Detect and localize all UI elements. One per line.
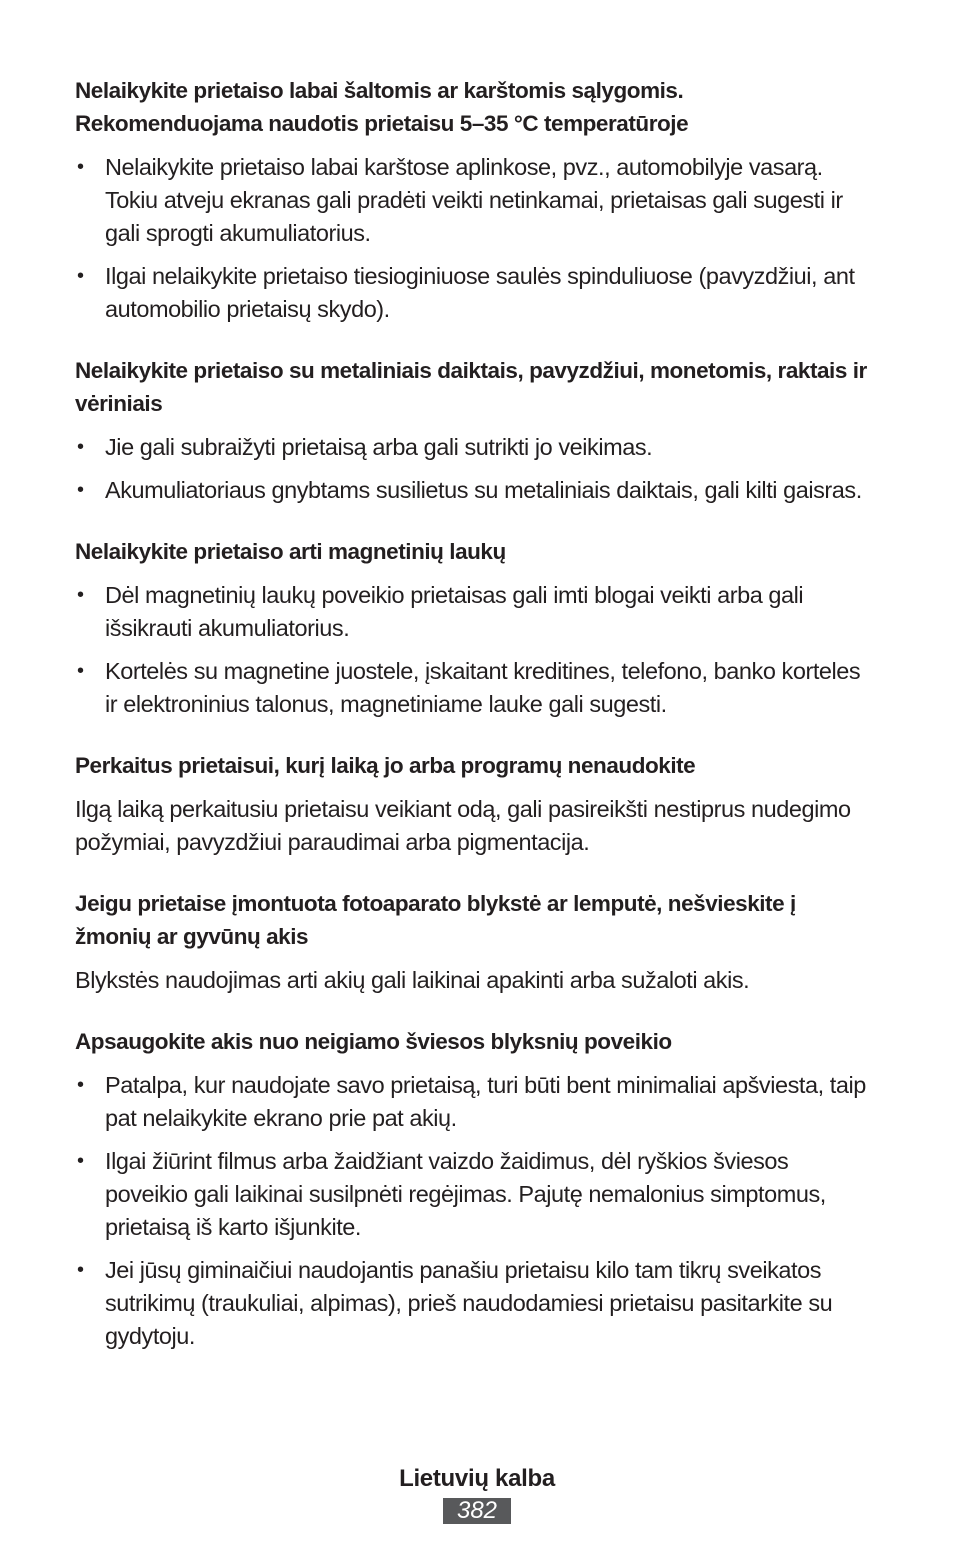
bullet-icon: •: [77, 265, 84, 287]
section-heading: Jeigu prietaise įmontuota fotoaparato blykstė ar lemputė, nešvieskite į žmonių ar gyvūnų akis: [75, 891, 796, 949]
section-heading: Nelaikykite prietaiso su metaliniais daiktais, pavyzdžiui, monetomis, raktais ir vėriniais: [75, 358, 867, 416]
list-item: [75, 151, 875, 250]
section-flash: [75, 887, 875, 997]
bullet-icon: •: [77, 584, 84, 606]
bullet-list: [75, 1069, 875, 1353]
bullet-icon: •: [77, 1150, 84, 1172]
bullet-icon: •: [77, 436, 84, 458]
bullet-icon: •: [77, 479, 84, 501]
section-heading: Nelaikykite prietaiso labai šaltomis ar karštomis sąlygomis. Rekomenduojama naudotis prietaisu 5–35 °C temperatūroje: [75, 78, 689, 136]
bullet-list: [75, 579, 875, 721]
section-paragraph: Blykstės naudojimas arti akių gali laikinai apakinti arba sužaloti akis.: [75, 967, 750, 993]
list-item: [75, 260, 875, 326]
list-item-text: Ilgai nelaikykite prietaiso tiesioginiuose saulės spinduliuose (pavyzdžiui, ant automobilio prietaisų skydo).: [105, 263, 855, 322]
list-item-text: Ilgai žiūrint filmus arba žaidžiant vaizdo žaidimus, dėl ryškios šviesos poveikio gali laikinai susilpnėti regėjimas. Pajutę nemalonius simptomus, prietaisą iš karto išjunkite.: [105, 1148, 826, 1240]
document-body: [75, 74, 875, 1381]
section-metal-objects: [75, 354, 875, 507]
bullet-list: [75, 151, 875, 326]
list-item: [75, 1145, 875, 1244]
page-number: 382: [443, 1498, 511, 1524]
list-item-text: Dėl magnetinių laukų poveikio prietaisas gali imti blogai veikti arba gali išsikrauti akumuliatorius.: [105, 582, 804, 641]
list-item-text: Jei jūsų giminaičiui naudojantis panašiu prietaisu kilo tam tikrų sveikatos sutrikimų (traukuliai, alpimas), prieš naudodamiesi prietaisu pasitarkite su gydytoju.: [105, 1257, 833, 1349]
page-footer: [0, 1462, 954, 1524]
list-item: [75, 1069, 875, 1135]
list-item: [75, 655, 875, 721]
footer-language: Lietuvių kalba: [399, 1465, 555, 1492]
section-heading: Apsaugokite akis nuo neigiamo šviesos blyksnių poveikio: [75, 1029, 672, 1054]
section-temperature: [75, 74, 875, 326]
section-magnetic-fields: [75, 535, 875, 721]
bullet-list: [75, 431, 875, 507]
section-heading: Perkaitus prietaisui, kurį laiką jo arba programų nenaudokite: [75, 753, 696, 778]
bullet-icon: •: [77, 660, 84, 682]
bullet-icon: •: [77, 1259, 84, 1281]
section-heading: Nelaikykite prietaiso arti magnetinių laukų: [75, 539, 506, 564]
list-item-text: Nelaikykite prietaiso labai karštose aplinkose, pvz., automobilyje vasarą. Tokiu atveju ekranas gali pradėti veikti netinkamai, prietaisas gali sugesti ir gali sprogti akumuliatorius.: [105, 154, 843, 246]
list-item-text: Patalpa, kur naudojate savo prietaisą, turi būti bent minimaliai apšviesta, taip pat nelaikykite ekrano prie pat akių.: [105, 1072, 866, 1131]
bullet-icon: •: [77, 1074, 84, 1096]
list-item: [75, 579, 875, 645]
list-item-text: Kortelės su magnetine juostele, įskaitant kreditines, telefono, banko korteles ir elektroninius talonus, magnetiniame lauke gali sugesti.: [105, 658, 861, 717]
list-item: [75, 474, 875, 507]
list-item: [75, 431, 875, 464]
section-overheating: [75, 749, 875, 859]
list-item-text: Akumuliatoriaus gnybtams susilietus su metaliniais daiktais, gali kilti gaisras.: [105, 477, 862, 503]
section-eye-protection: [75, 1025, 875, 1353]
bullet-icon: •: [77, 156, 84, 178]
section-paragraph: Ilgą laiką perkaitusiu prietaisu veikiant odą, gali pasireikšti nestiprus nudegimo požymiai, pavyzdžiui paraudimai arba pigmentacija.: [75, 796, 851, 855]
list-item: [75, 1254, 875, 1353]
list-item-text: Jie gali subraižyti prietaisą arba gali sutrikti jo veikimas.: [105, 434, 653, 460]
